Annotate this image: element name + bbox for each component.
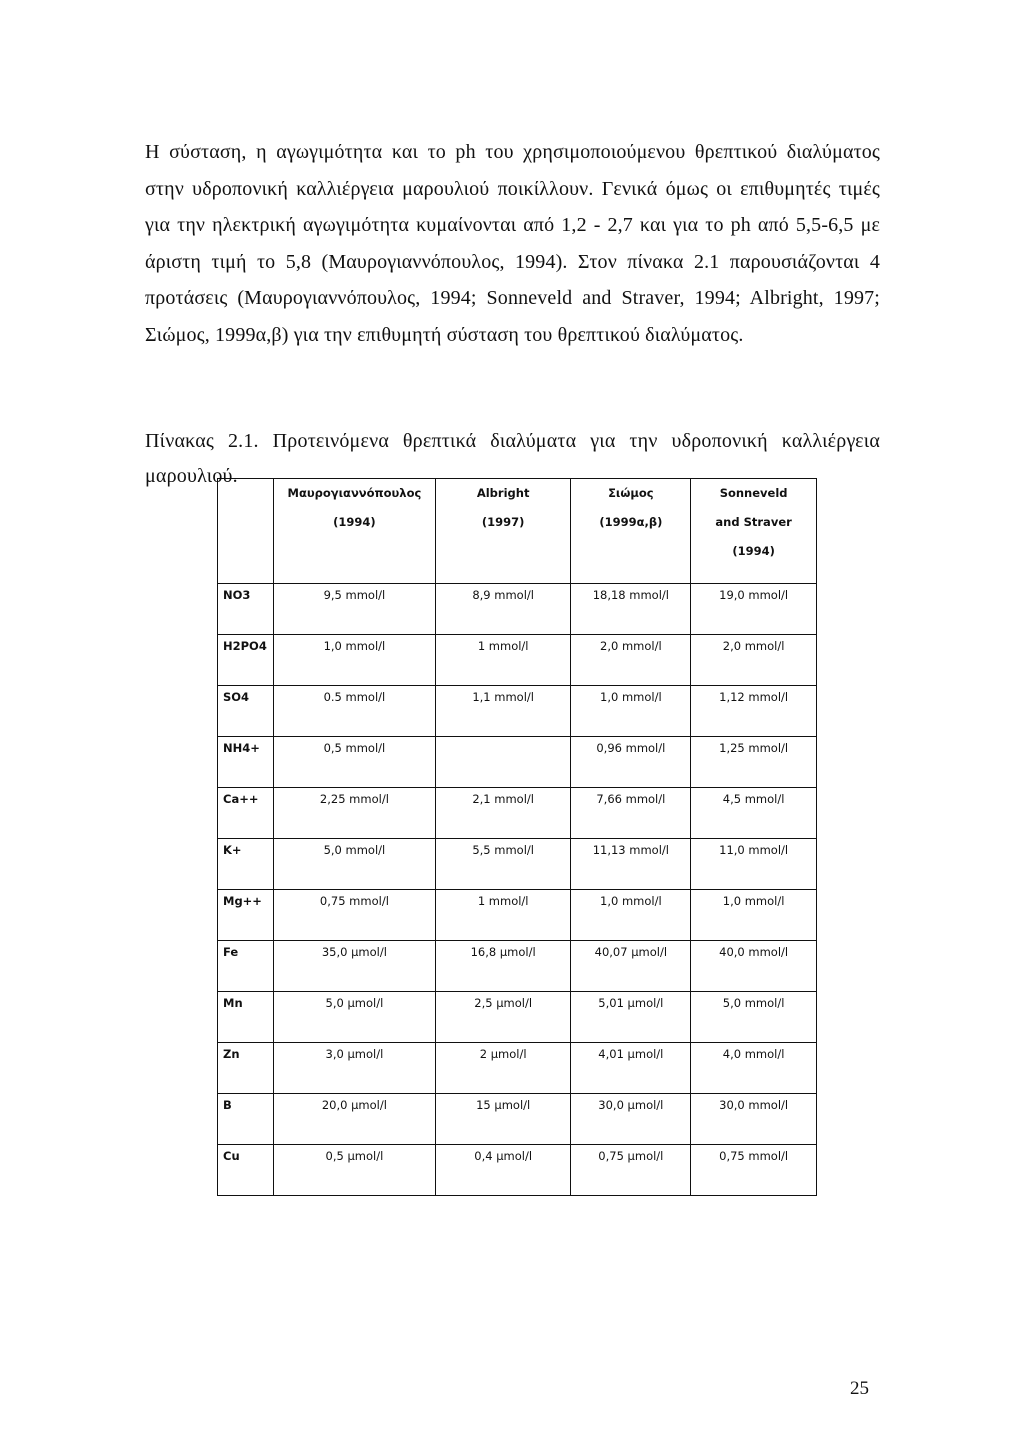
table-cell: 11,0 mmol/l xyxy=(691,839,817,890)
table-cell: 20,0 μmol/l xyxy=(273,1094,435,1145)
table-row xyxy=(218,890,817,941)
table-row xyxy=(218,839,817,890)
table-row xyxy=(218,1043,817,1094)
table-cell: 0,75 mmol/l xyxy=(691,1145,817,1196)
table-caption: Πίνακας 2.1. Προτεινόμενα θρεπτικά διαλύματα για την υδροπονική καλλιέργεια μαρουλιού. xyxy=(145,430,880,487)
table-cell: 2 μmol/l xyxy=(435,1043,571,1094)
header-line: and Straver xyxy=(715,515,792,529)
header-line: (1997) xyxy=(481,515,525,529)
table-cell: 4,01 μmol/l xyxy=(571,1043,691,1094)
table-cell: 5,0 mmol/l xyxy=(273,839,435,890)
table-cell: 0,4 μmol/l xyxy=(435,1145,571,1196)
table-row xyxy=(218,635,817,686)
table-cell: 2,1 mmol/l xyxy=(435,788,571,839)
ion-label: Cu xyxy=(218,1145,274,1196)
page-number: 25 xyxy=(850,1378,869,1399)
header-line: Μαυρογιαννόπουλος xyxy=(287,486,422,500)
table-cell: 3,0 μmol/l xyxy=(273,1043,435,1094)
nutrient-solutions-table xyxy=(217,478,817,1196)
table-row xyxy=(218,992,817,1043)
table-cell: 5,0 mmol/l xyxy=(691,992,817,1043)
table-cell: 0,75 mmol/l xyxy=(273,890,435,941)
table-cell: 35,0 μmol/l xyxy=(273,941,435,992)
table-cell: 0,5 mmol/l xyxy=(273,737,435,788)
ion-label: Mn xyxy=(218,992,274,1043)
ion-label: NH4+ xyxy=(218,737,274,788)
header-line: Albright xyxy=(476,486,530,500)
table-cell: 8,9 mmol/l xyxy=(435,584,571,635)
table-row xyxy=(218,686,817,737)
table-cell: 5,01 μmol/l xyxy=(571,992,691,1043)
table-cell: 0.5 mmol/l xyxy=(273,686,435,737)
table-cell: 2,0 mmol/l xyxy=(691,635,817,686)
table-cell: 30,0 μmol/l xyxy=(571,1094,691,1145)
ion-label: Zn xyxy=(218,1043,274,1094)
ion-label: SO4 xyxy=(218,686,274,737)
table-cell: 0,5 μmol/l xyxy=(273,1145,435,1196)
table-cell xyxy=(435,737,571,788)
table-cell: 9,5 mmol/l xyxy=(273,584,435,635)
table-cell: 0,75 μmol/l xyxy=(571,1145,691,1196)
header-siomos xyxy=(571,479,691,584)
table-cell: 40,0 mmol/l xyxy=(691,941,817,992)
header-sonneveld-straver xyxy=(691,479,817,584)
header-line: (1999α,β) xyxy=(599,515,663,529)
table-cell: 1 mmol/l xyxy=(435,635,571,686)
table-header-row xyxy=(218,479,817,584)
ion-label: K+ xyxy=(218,839,274,890)
table-cell: 1,1 mmol/l xyxy=(435,686,571,737)
ion-label: Ca++ xyxy=(218,788,274,839)
ion-label: B xyxy=(218,1094,274,1145)
table-cell: 5,0 μmol/l xyxy=(273,992,435,1043)
table-row xyxy=(218,941,817,992)
table-row xyxy=(218,1094,817,1145)
table-cell: 2,5 μmol/l xyxy=(435,992,571,1043)
table-row xyxy=(218,1145,817,1196)
table-cell: 1,0 mmol/l xyxy=(273,635,435,686)
table-cell: 4,5 mmol/l xyxy=(691,788,817,839)
table-cell: 1,25 mmol/l xyxy=(691,737,817,788)
header-mavrogiannopoulos xyxy=(273,479,435,584)
ion-label: Fe xyxy=(218,941,274,992)
ion-label: NO3 xyxy=(218,584,274,635)
table-cell: 18,18 mmol/l xyxy=(571,584,691,635)
table-row xyxy=(218,737,817,788)
table-cell: 16,8 μmol/l xyxy=(435,941,571,992)
header-line: Sonneveld xyxy=(719,486,788,500)
table-body xyxy=(218,584,817,1196)
table-cell: 2,0 mmol/l xyxy=(571,635,691,686)
table-cell: 19,0 mmol/l xyxy=(691,584,817,635)
table-cell: 7,66 mmol/l xyxy=(571,788,691,839)
table-cell: 11,13 mmol/l xyxy=(571,839,691,890)
table-cell: 5,5 mmol/l xyxy=(435,839,571,890)
table-cell: 1,12 mmol/l xyxy=(691,686,817,737)
table-cell: 2,25 mmol/l xyxy=(273,788,435,839)
table-cell: 1 mmol/l xyxy=(435,890,571,941)
table-cell: 1,0 mmol/l xyxy=(571,686,691,737)
table-cell: 0,96 mmol/l xyxy=(571,737,691,788)
header-line: (1994) xyxy=(732,544,775,558)
intro-paragraph: Η σύσταση, η αγωγιμότητα και το ph του χρησιμοποιούμενου θρεπτικού διαλύματος στην υδροπονική καλλιέργεια μαρουλιού ποικίλλουν. Γενικά όμως οι επιθυμητές τιμές για την ηλεκτρική αγωγιμότητα κυμαίνονται από 1,2 - 2,7 και για το ph από 5,5-6,5 με άριστη τιμή το 5,8 (Μαυρογιαννόπουλος, 1994). Στον πίνακα 2.1 παρουσιάζονται 4 προτάσεις (Μαυρογιαννόπουλος, 1994; Sonneveld and Straver, 1994; Albright, 1997; Σιώμος, 1999α,β) για την επιθυμητή σύσταση του θρεπτικού διαλύματος. xyxy=(145,141,880,346)
table-cell: 15 μmol/l xyxy=(435,1094,571,1145)
header-line: Σιώμος xyxy=(608,486,654,500)
ion-label: Mg++ xyxy=(218,890,274,941)
table-corner-cell xyxy=(218,479,274,584)
table-cell: 30,0 mmol/l xyxy=(691,1094,817,1145)
ion-label: H2PO4 xyxy=(218,635,274,686)
table-row xyxy=(218,584,817,635)
header-albright xyxy=(435,479,571,584)
table-row xyxy=(218,788,817,839)
table-cell: 1,0 mmol/l xyxy=(691,890,817,941)
table-cell: 40,07 μmol/l xyxy=(571,941,691,992)
table-cell: 1,0 mmol/l xyxy=(571,890,691,941)
header-line: (1994) xyxy=(333,515,376,529)
table-cell: 4,0 mmol/l xyxy=(691,1043,817,1094)
